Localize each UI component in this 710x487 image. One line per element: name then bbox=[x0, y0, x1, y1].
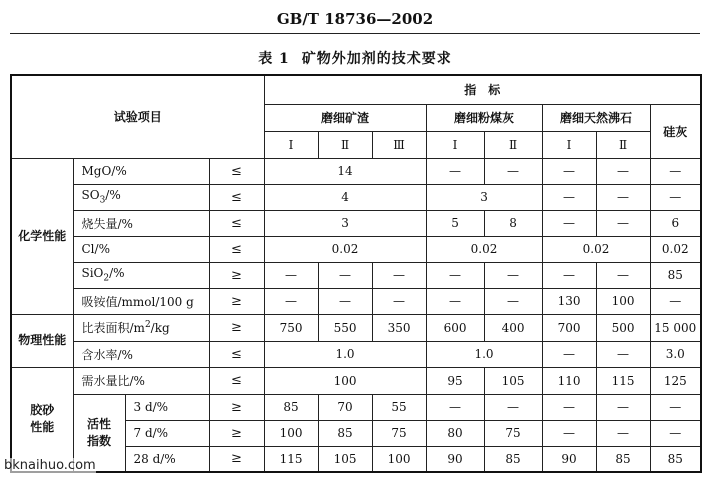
row-loss bbox=[11, 210, 701, 236]
cell-so3-z2: — bbox=[596, 184, 650, 210]
cell-loss-fa2: 8 bbox=[484, 210, 542, 236]
row-label-loss: 烧失量/% bbox=[73, 210, 209, 236]
cell-cl-slag: 0.02 bbox=[264, 236, 426, 262]
row-label-sio2: SiO$_2$/% bbox=[73, 262, 209, 288]
cell-nh4-z2: 100 bbox=[596, 288, 650, 314]
cell-so3-flyash: 3 bbox=[426, 184, 542, 210]
sign-ge: ≥ bbox=[209, 420, 264, 446]
row-mgo bbox=[11, 158, 701, 184]
row-label-mgo: MgO/% bbox=[73, 158, 209, 184]
cell-loss-sf: 6 bbox=[650, 210, 701, 236]
cell-7d-fa1: 80 bbox=[426, 420, 484, 446]
cell-3d-s1: 85 bbox=[264, 394, 318, 420]
cell-water-flyash: 1.0 bbox=[426, 341, 542, 367]
cell-7d-s1: 100 bbox=[264, 420, 318, 446]
cell-nh4-s2: — bbox=[318, 288, 372, 314]
sign-le: ≤ bbox=[209, 210, 264, 236]
cell-28d-s2: 105 bbox=[318, 446, 372, 472]
cell-nh4-fa1: — bbox=[426, 288, 484, 314]
sign-le: ≤ bbox=[209, 184, 264, 210]
row-demand bbox=[11, 367, 701, 394]
row-water bbox=[11, 341, 701, 367]
cell-sio2-fa2: — bbox=[484, 262, 542, 288]
cell-sio2-s3: — bbox=[372, 262, 426, 288]
sign-ge: ≥ bbox=[209, 314, 264, 341]
row-label-demand: 需水量比/% bbox=[73, 367, 209, 394]
row-label-so3: $SO_3/\%$ bbox=[73, 184, 209, 210]
cell-so3-sf: — bbox=[650, 184, 701, 210]
cell-7d-sf: — bbox=[650, 420, 701, 446]
cell-mgo-fa2: — bbox=[484, 158, 542, 184]
watermark: bknaihuo.com bbox=[4, 458, 96, 473]
row-label-7d: 7 d/% bbox=[125, 420, 209, 446]
cell-surf-s2: 550 bbox=[318, 314, 372, 341]
cell-3d-s2: 70 bbox=[318, 394, 372, 420]
cell-3d-z1: — bbox=[542, 394, 596, 420]
row-label-ammonium: 吸铵值/mmol/100 g bbox=[73, 288, 209, 314]
sign-le: ≤ bbox=[209, 341, 264, 367]
cell-sio2-sf: 85 bbox=[650, 262, 701, 288]
sign-ge: ≥ bbox=[209, 288, 264, 314]
cell-nh4-s3: — bbox=[372, 288, 426, 314]
row-cl bbox=[11, 236, 701, 262]
sign-le: ≤ bbox=[209, 367, 264, 394]
cell-water-sf: 3.0 bbox=[650, 341, 701, 367]
cell-water-z1: — bbox=[542, 341, 596, 367]
group-header-flyash: 磨细粉煤灰 bbox=[426, 104, 542, 131]
cell-so3-slag: 4 bbox=[264, 184, 426, 210]
cell-demand-z2: 115 bbox=[596, 367, 650, 394]
cell-surf-s3: 350 bbox=[372, 314, 426, 341]
cell-7d-s2: 85 bbox=[318, 420, 372, 446]
cell-nh4-sf: — bbox=[650, 288, 701, 314]
standard-code: GB/T 18736—2002 bbox=[276, 10, 434, 28]
cell-28d-sf: 85 bbox=[650, 446, 701, 472]
row-sio2 bbox=[11, 262, 701, 288]
cell-demand-fa1: 95 bbox=[426, 367, 484, 394]
row-3d bbox=[11, 394, 701, 420]
cell-surf-fa2: 400 bbox=[484, 314, 542, 341]
cell-3d-z2: — bbox=[596, 394, 650, 420]
cell-loss-fa1: 5 bbox=[426, 210, 484, 236]
grade-slag-3: Ⅲ bbox=[372, 131, 426, 158]
indicator-header: 指 标 bbox=[264, 75, 701, 104]
sign-ge: ≥ bbox=[209, 394, 264, 420]
sign-ge: ≥ bbox=[209, 446, 264, 472]
cell-sio2-fa1: — bbox=[426, 262, 484, 288]
grade-flyash-2: Ⅱ bbox=[484, 131, 542, 158]
cell-surf-z2: 500 bbox=[596, 314, 650, 341]
cell-mgo-slag: 14 bbox=[264, 158, 426, 184]
cell-loss-z1: — bbox=[542, 210, 596, 236]
cell-demand-fa2: 105 bbox=[484, 367, 542, 394]
grade-slag-1: Ⅰ bbox=[264, 131, 318, 158]
cell-demand-slag: 100 bbox=[264, 367, 426, 394]
header-rule bbox=[10, 33, 700, 34]
row-label-3d: 3 d/% bbox=[125, 394, 209, 420]
cell-7d-s3: 75 bbox=[372, 420, 426, 446]
category-physical: 物理性能 bbox=[11, 314, 73, 367]
table-title: 矿物外加剂的技术要求 bbox=[301, 51, 452, 67]
cell-28d-s1: 115 bbox=[264, 446, 318, 472]
row-label-water: 含水率/% bbox=[73, 341, 209, 367]
cell-sio2-s1: — bbox=[264, 262, 318, 288]
cell-sio2-s2: — bbox=[318, 262, 372, 288]
row-label-cl: Cl/% bbox=[73, 236, 209, 262]
header-row-1 bbox=[11, 75, 701, 104]
group-header-zeolite: 磨细天然沸石 bbox=[542, 104, 650, 131]
row-ammonium bbox=[11, 288, 701, 314]
cell-loss-slag: 3 bbox=[264, 210, 426, 236]
sign-ge: ≥ bbox=[209, 262, 264, 288]
cell-cl-sf: 0.02 bbox=[650, 236, 701, 262]
cell-mgo-sf: — bbox=[650, 158, 701, 184]
cell-surf-sf: 15 000 bbox=[650, 314, 701, 341]
cell-7d-z2: — bbox=[596, 420, 650, 446]
table-number: 表 1 bbox=[258, 51, 290, 67]
cell-nh4-s1: — bbox=[264, 288, 318, 314]
cell-3d-s3: 55 bbox=[372, 394, 426, 420]
cell-sio2-z1: — bbox=[542, 262, 596, 288]
cell-mgo-z2: — bbox=[596, 158, 650, 184]
cell-mgo-z1: — bbox=[542, 158, 596, 184]
cell-loss-z2: — bbox=[596, 210, 650, 236]
sign-le: ≤ bbox=[209, 236, 264, 262]
group-header-silica-fume: 硅灰 bbox=[650, 104, 701, 158]
cell-28d-z1: 90 bbox=[542, 446, 596, 472]
cell-so3-z1: — bbox=[542, 184, 596, 210]
category-chemical: 化学性能 bbox=[11, 158, 73, 314]
cell-7d-z1: — bbox=[542, 420, 596, 446]
cell-28d-z2: 85 bbox=[596, 446, 650, 472]
cell-demand-sf: 125 bbox=[650, 367, 701, 394]
cell-mgo-fa1: — bbox=[426, 158, 484, 184]
grade-zeolite-2: Ⅱ bbox=[596, 131, 650, 158]
cell-3d-sf: — bbox=[650, 394, 701, 420]
cell-surf-s1: 750 bbox=[264, 314, 318, 341]
row-so3 bbox=[11, 184, 701, 210]
cell-demand-z1: 110 bbox=[542, 367, 596, 394]
cell-28d-fa2: 85 bbox=[484, 446, 542, 472]
cell-cl-zeolite: 0.02 bbox=[542, 236, 650, 262]
cell-water-z2: — bbox=[596, 341, 650, 367]
category-mortar: 胶砂性能 bbox=[11, 367, 73, 472]
cell-nh4-fa2: — bbox=[484, 288, 542, 314]
cell-28d-s3: 100 bbox=[372, 446, 426, 472]
cell-nh4-z1: 130 bbox=[542, 288, 596, 314]
row-label-surface: 比表面积$/m^2/kg$ bbox=[73, 314, 209, 341]
grade-slag-2: Ⅱ bbox=[318, 131, 372, 158]
sign-le: ≤ bbox=[209, 158, 264, 184]
grade-zeolite-1: Ⅰ bbox=[542, 131, 596, 158]
cell-surf-fa1: 600 bbox=[426, 314, 484, 341]
cell-surf-z1: 700 bbox=[542, 314, 596, 341]
table-caption bbox=[0, 48, 710, 68]
cell-sio2-z2: — bbox=[596, 262, 650, 288]
cell-water-slag: 1.0 bbox=[264, 341, 426, 367]
cell-3d-fa2: — bbox=[484, 394, 542, 420]
cell-cl-flyash: 0.02 bbox=[426, 236, 542, 262]
group-header-slag: 磨细矿渣 bbox=[264, 104, 426, 131]
technical-requirements-table bbox=[10, 74, 702, 473]
row-label-28d: 28 d/% bbox=[125, 446, 209, 472]
cell-28d-fa1: 90 bbox=[426, 446, 484, 472]
row-surface bbox=[11, 314, 701, 341]
cell-7d-fa2: 75 bbox=[484, 420, 542, 446]
category-activity: 活性指数 bbox=[73, 394, 125, 472]
cell-3d-fa1: — bbox=[426, 394, 484, 420]
grade-flyash-1: Ⅰ bbox=[426, 131, 484, 158]
test-item-header: 试验项目 bbox=[11, 75, 264, 158]
